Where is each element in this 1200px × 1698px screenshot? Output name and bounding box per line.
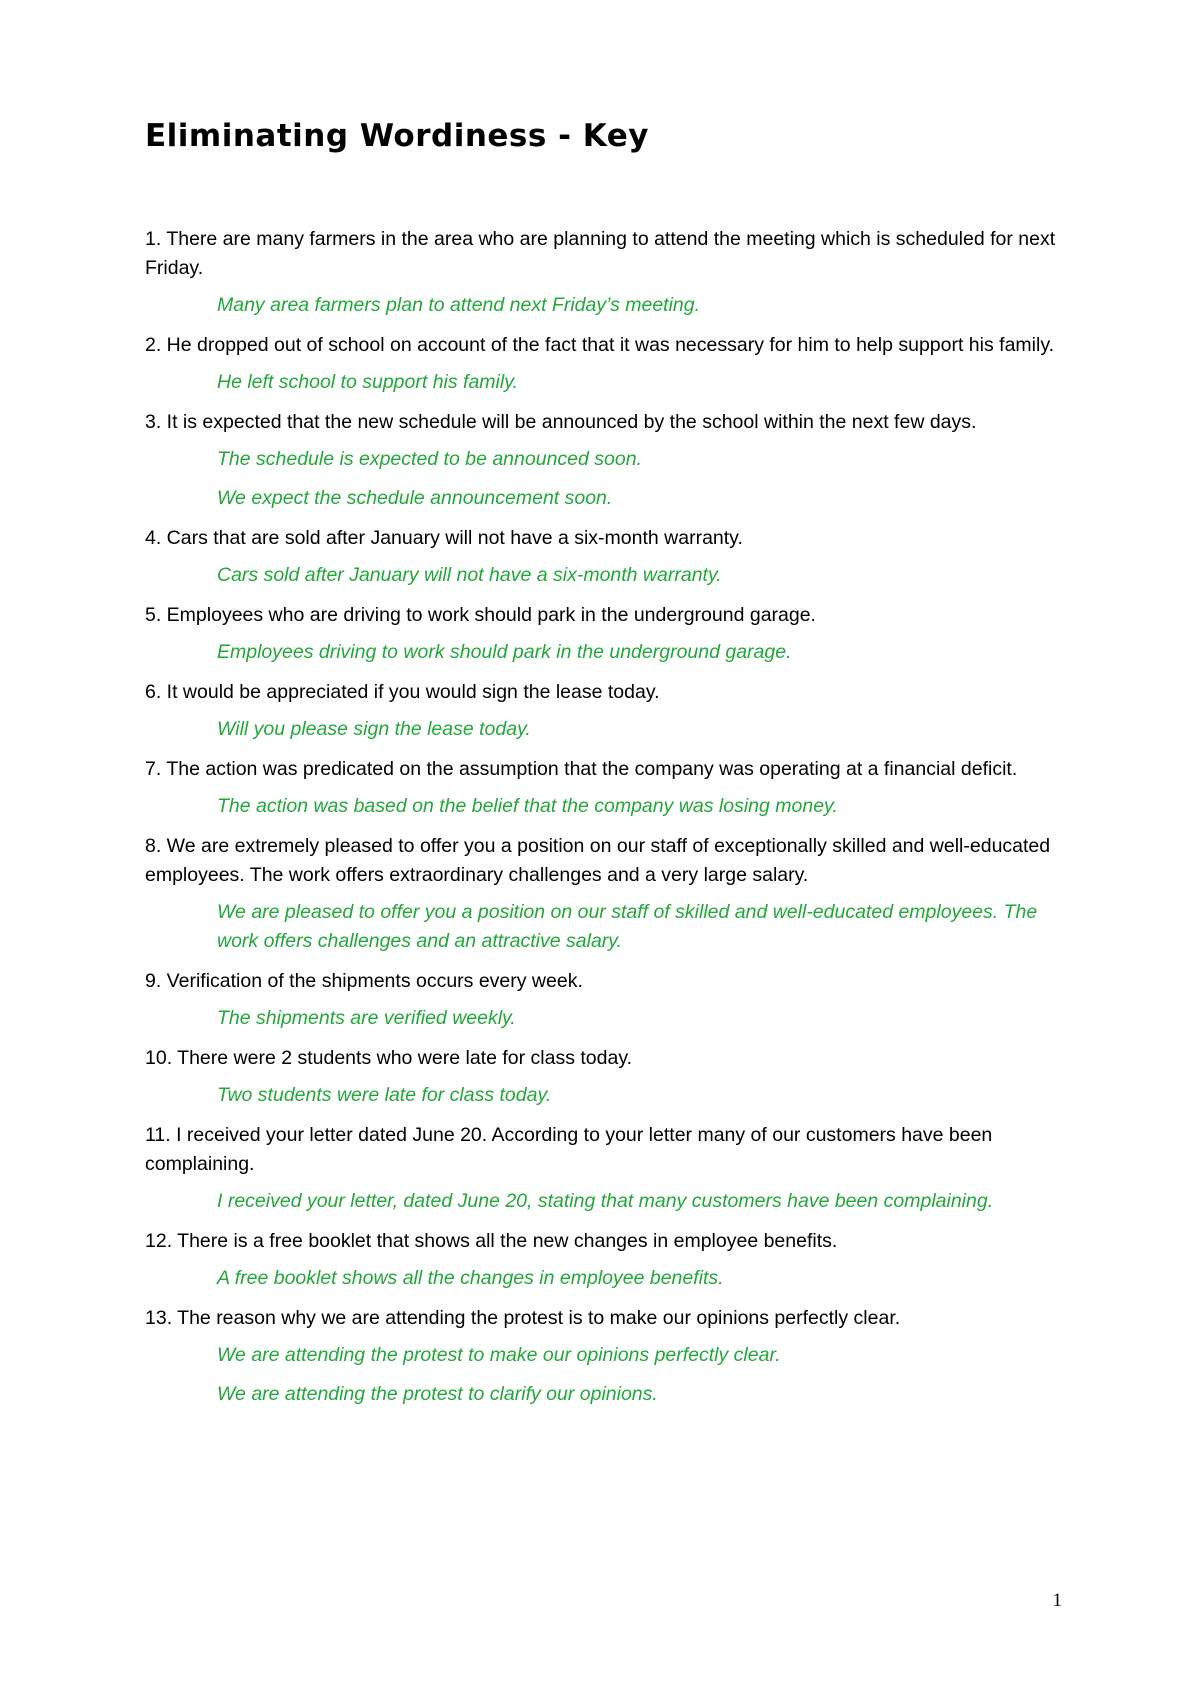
exercise-item bbox=[145, 601, 1080, 667]
exercise-item bbox=[145, 832, 1080, 956]
exercise-item bbox=[145, 1227, 1080, 1293]
exercise-question: 5. Employees who are driving to work should park in the underground garage. bbox=[145, 604, 816, 626]
exercise-answer: Two students were late for class today. bbox=[217, 1084, 552, 1106]
page-number: 1 bbox=[1052, 1590, 1062, 1611]
exercise-item bbox=[145, 1121, 1080, 1216]
exercise-answer: We are pleased to offer you a position on our staff of skilled and well-educated employees. The work offers challenges and an attractive salary. bbox=[217, 901, 1038, 952]
exercise-answer: The shipments are verified weekly. bbox=[217, 1007, 516, 1029]
exercise-answer: The schedule is expected to be announced soon. bbox=[217, 448, 642, 470]
exercise-answer: He left school to support his family. bbox=[217, 371, 518, 393]
exercise-question: 3. It is expected that the new schedule will be announced by the school within the next few days. bbox=[145, 411, 977, 433]
exercise-question: 8. We are extremely pleased to offer you a position on our staff of exceptionally skilled and well-educated employees. The work offers extraordinary challenges and a very large salary. bbox=[145, 835, 1051, 886]
exercise-item bbox=[145, 331, 1080, 397]
exercise-answer: Employees driving to work should park in the underground garage. bbox=[217, 641, 792, 663]
exercise-answer: A free booklet shows all the changes in employee benefits. bbox=[217, 1267, 724, 1289]
exercise-answer: I received your letter, dated June 20, stating that many customers have been complaining. bbox=[217, 1190, 994, 1212]
exercise-item bbox=[145, 755, 1080, 821]
exercise-answer: Will you please sign the lease today. bbox=[217, 718, 531, 740]
exercise-question: 9. Verification of the shipments occurs every week. bbox=[145, 970, 583, 992]
exercise-list bbox=[145, 225, 1080, 1420]
exercise-question: 11. I received your letter dated June 20. According to your letter many of our customers have been complaining. bbox=[145, 1124, 993, 1175]
exercise-question: 2. He dropped out of school on account of the fact that it was necessary for him to help support his family. bbox=[145, 334, 1055, 356]
exercise-answer: Many area farmers plan to attend next Friday’s meeting. bbox=[217, 294, 701, 316]
exercise-question: 10. There were 2 students who were late for class today. bbox=[145, 1047, 633, 1069]
exercise-answer: We expect the schedule announcement soon. bbox=[217, 487, 613, 509]
exercise-question: 7. The action was predicated on the assumption that the company was operating at a financial deficit. bbox=[145, 758, 1018, 780]
exercise-question: 1. There are many farmers in the area who are planning to attend the meeting which is scheduled for next Friday. bbox=[145, 228, 1056, 279]
exercise-answer: We are attending the protest to clarify our opinions. bbox=[217, 1383, 658, 1405]
exercise-answer: The action was based on the belief that the company was losing money. bbox=[217, 795, 838, 817]
exercise-item bbox=[145, 1044, 1080, 1110]
exercise-item bbox=[145, 1304, 1080, 1409]
exercise-item bbox=[145, 524, 1080, 590]
exercise-item bbox=[145, 678, 1080, 744]
exercise-answer: We are attending the protest to make our opinions perfectly clear. bbox=[217, 1344, 781, 1366]
exercise-answer: Cars sold after January will not have a six-month warranty. bbox=[217, 564, 722, 586]
exercise-item bbox=[145, 225, 1080, 320]
exercise-item bbox=[145, 967, 1080, 1033]
exercise-question: 13. The reason why we are attending the protest is to make our opinions perfectly clear. bbox=[145, 1307, 901, 1329]
page-title: Eliminating Wordiness - Key bbox=[145, 118, 649, 154]
exercise-question: 12. There is a free booklet that shows all the new changes in employee benefits. bbox=[145, 1230, 838, 1252]
exercise-item bbox=[145, 408, 1080, 513]
exercise-question: 6. It would be appreciated if you would sign the lease today. bbox=[145, 681, 660, 703]
exercise-question: 4. Cars that are sold after January will not have a six-month warranty. bbox=[145, 527, 743, 549]
